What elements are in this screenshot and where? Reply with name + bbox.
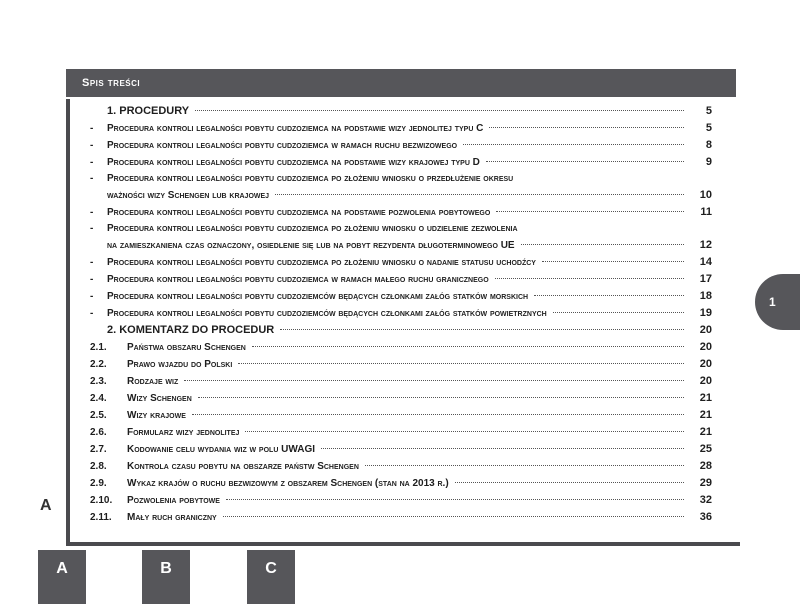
toc-dot-leader: [496, 211, 684, 212]
toc-page-number: 19: [699, 307, 712, 319]
toc-entry[interactable]: [76, 475, 712, 492]
toc-entry-marker: 2.1.: [90, 342, 107, 353]
toc-entry-marker: 2.11.: [90, 512, 112, 523]
toc-entry-title: Rodzaje wiz: [127, 376, 179, 387]
toc-entry[interactable]: [76, 187, 712, 204]
toc-dot-leader: [245, 431, 684, 432]
toc-entry-marker: -: [90, 223, 94, 234]
toc-entry-marker: 2.8.: [90, 461, 107, 472]
toc-dot-leader: [238, 363, 684, 364]
toc-entry[interactable]: [76, 305, 712, 322]
toc-entry[interactable]: [76, 154, 712, 171]
toc-dot-leader: [495, 278, 684, 279]
toc-entry-title: 2. KOMENTARZ DO PROCEDUR: [107, 324, 275, 336]
toc-header-bar: [66, 69, 736, 97]
toc-dot-leader: [463, 144, 684, 145]
toc-dot-leader: [521, 244, 684, 245]
toc-page-number: 29: [699, 477, 712, 489]
toc-entry[interactable]: [76, 441, 712, 458]
toc-entry[interactable]: [76, 339, 712, 356]
toc-entry[interactable]: [76, 137, 712, 154]
toc-entry-title: Wizy krajowe: [127, 410, 186, 421]
toc-entry-title: na zamieszkaniena czas oznaczony, osiedlenie się lub na pobyt rezydenta długoterminowego UE: [107, 240, 515, 251]
toc-entry-title: Formularz wizy jednolitej: [127, 427, 240, 438]
toc-page-number: 20: [699, 341, 712, 353]
toc-page-number: 14: [699, 256, 712, 268]
toc-entry-marker: -: [90, 140, 94, 151]
side-letter: A: [40, 497, 52, 514]
toc-entry-marker: -: [90, 173, 94, 184]
toc-entry-title: Procedura kontroli legalności pobytu cudzoziemca na podstawie wizy jednolitej typu C: [107, 123, 484, 134]
toc-entry[interactable]: [76, 120, 712, 137]
toc-entry-title: Kontrola czasu pobytu na obszarze państw Schengen: [127, 461, 359, 472]
toc-dot-leader: [275, 194, 684, 195]
toc-dot-leader: [365, 465, 684, 466]
toc-list: [76, 103, 712, 526]
toc-entry[interactable]: [76, 171, 712, 187]
toc-entry-title: Kodowanie celu wydania wiz w polu UWAGI: [127, 444, 316, 455]
toc-entry-title: Procedura kontroli legalności pobytu cudzoziemców będących członkami załóg statków powietrznych: [107, 308, 547, 319]
toc-entry[interactable]: [76, 424, 712, 441]
toc-entry-title: Wykaz krajów o ruchu bezwizowym z obszarem Schengen (stan na 2013 r.): [127, 478, 449, 489]
toc-entry[interactable]: [76, 458, 712, 475]
toc-page-number: 17: [699, 273, 712, 285]
toc-entry-marker: 2.5.: [90, 410, 107, 421]
toc-page-number: 8: [705, 139, 712, 151]
toc-entry[interactable]: [76, 322, 712, 339]
toc-entry-title: 1. PROCEDURY: [107, 105, 190, 117]
toc-page-number: 10: [699, 189, 712, 201]
toc-entry-title: Procedura kontroli legalności pobytu cudzoziemca po złożeniu wniosku o przedłużenie okresu: [107, 173, 514, 184]
toc-page-number: 20: [699, 358, 712, 370]
toc-page-number: 20: [699, 324, 712, 336]
toc-dot-leader: [226, 499, 684, 500]
toc-entry[interactable]: [76, 271, 712, 288]
toc-entry[interactable]: [76, 390, 712, 407]
toc-page-number: 20: [699, 375, 712, 387]
toc-dot-leader: [223, 516, 684, 517]
toc-entry-marker: -: [90, 123, 94, 134]
toc-page-number: 11: [700, 206, 712, 218]
toc-dot-leader: [553, 312, 684, 313]
toc-entry-marker: -: [90, 257, 94, 268]
toc-dot-leader: [489, 127, 684, 128]
toc-dot-leader: [192, 414, 684, 415]
toc-entry-marker: 2.10.: [90, 495, 113, 506]
toc-dot-leader: [486, 161, 684, 162]
bottom-tab-a-label: A: [56, 560, 68, 577]
bottom-tab-b-label: B: [160, 560, 172, 577]
toc-dot-leader: [321, 448, 684, 449]
toc-entry-marker: 2.2.: [90, 359, 107, 370]
toc-dot-leader: [195, 110, 684, 111]
toc-entry-marker: -: [90, 157, 94, 168]
toc-entry-title: ważności wizy Schengen lub krajowej: [107, 190, 270, 201]
bottom-tab-b[interactable]: [142, 550, 190, 604]
toc-page-number: 5: [705, 122, 712, 134]
toc-entry-marker: 2.6.: [90, 427, 107, 438]
toc-dot-leader: [455, 482, 684, 483]
toc-page-number: 21: [699, 392, 712, 404]
toc-page-number: 21: [699, 426, 712, 438]
bottom-tab-c-label: C: [265, 560, 277, 577]
toc-entry-marker: -: [90, 274, 94, 285]
toc-page-number: 12: [699, 239, 712, 251]
toc-entry-marker: -: [90, 207, 94, 218]
toc-entry[interactable]: [76, 509, 712, 526]
toc-page-number: 25: [699, 443, 712, 455]
toc-entry[interactable]: [76, 356, 712, 373]
toc-entry[interactable]: [76, 254, 712, 271]
toc-dot-leader: [184, 380, 684, 381]
toc-entry[interactable]: [76, 288, 712, 305]
toc-dot-leader: [252, 346, 684, 347]
toc-page-number: 28: [699, 460, 712, 472]
toc-entry-title: Procedura kontroli legalności pobytu cudzoziemca po złożeniu wniosku o udzielenie zezwolenia: [107, 223, 518, 234]
toc-page-number: 18: [699, 290, 712, 302]
toc-entry[interactable]: [76, 237, 712, 254]
toc-page-number: 21: [699, 409, 712, 421]
toc-entry-title: Procedura kontroli legalności pobytu cudzoziemca na podstawie wizy krajowej typu D: [107, 157, 480, 168]
toc-page-number: 36: [699, 511, 712, 523]
toc-entry-title: Procedura kontroli legalności pobytu cudzoziemca na podstawie pozwolenia pobytowego: [107, 207, 491, 218]
toc-entry-title: Procedura kontroli legalności pobytu cudzoziemca w ramach ruchu bezwizowego: [107, 140, 458, 151]
toc-entry[interactable]: [76, 492, 712, 509]
toc-dot-leader: [280, 329, 684, 330]
toc-entry-title: Państwa obszaru Schengen: [127, 342, 246, 353]
toc-entry[interactable]: [76, 103, 712, 120]
toc-dot-leader: [542, 261, 684, 262]
toc-entry-title: Procedura kontroli legalności pobytu cudzoziemca w ramach małego ruchu granicznego: [107, 274, 489, 285]
toc-entry-title: Pozwolenia pobytowe: [127, 495, 220, 506]
bottom-tab-a[interactable]: [38, 550, 86, 604]
toc-entry-marker: -: [90, 291, 94, 302]
toc-entry[interactable]: [76, 204, 712, 221]
toc-entry-title: Procedura kontroli legalności pobytu cudzoziemców będących członkami załóg statków morskich: [107, 291, 529, 302]
toc-entry-marker: 2.4.: [90, 393, 107, 404]
toc-entry-marker: -: [90, 308, 94, 319]
toc-entry-marker: 2.3.: [90, 376, 107, 387]
toc-page-number: 5: [705, 105, 712, 117]
toc-page-number: 32: [699, 494, 712, 506]
toc-entry[interactable]: [76, 373, 712, 390]
toc-dot-leader: [198, 397, 684, 398]
chapter-tab[interactable]: [755, 274, 800, 330]
bottom-tab-c[interactable]: [247, 550, 295, 604]
toc-entry-marker: 2.7.: [90, 444, 107, 455]
toc-title: Spis treści: [82, 77, 141, 89]
toc-page-number: 9: [705, 156, 712, 168]
toc-entry-title: Wizy Schengen: [127, 393, 192, 404]
toc-entry-title: Procedura kontroli legalności pobytu cudzoziemca po złożeniu wniosku o nadanie statusu uchodźcy: [107, 257, 536, 268]
toc-entry-title: Prawo wjazdu do Polski: [127, 359, 233, 370]
toc-dot-leader: [534, 295, 684, 296]
toc-entry[interactable]: [76, 221, 712, 237]
toc-entry-title: Mały ruch graniczny: [127, 512, 217, 523]
toc-entry[interactable]: [76, 407, 712, 424]
chapter-tab-label: 1: [769, 295, 776, 309]
toc-entry-marker: 2.9.: [90, 478, 107, 489]
